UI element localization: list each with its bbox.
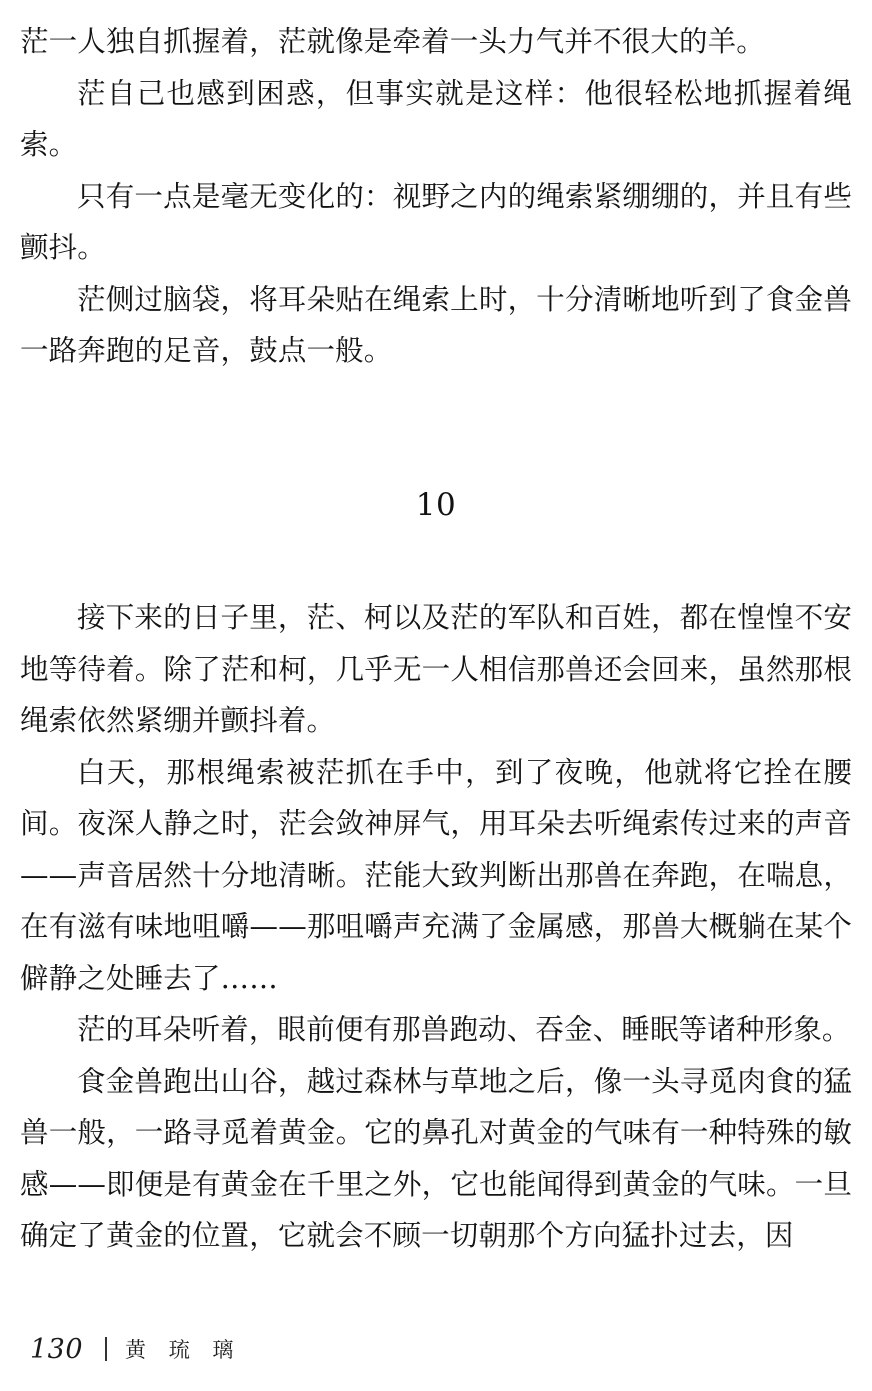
author-name: 黄 琉 璃 bbox=[125, 1338, 242, 1362]
page-number: 130 bbox=[30, 1333, 84, 1365]
body-text-before-section-break bbox=[20, 16, 852, 377]
section-number: 10 bbox=[415, 487, 457, 523]
paragraph: 茫的耳朵听着，眼前便有那兽跑动、吞金、睡眠等诸种形象。 bbox=[77, 1013, 851, 1046]
section-break bbox=[0, 487, 872, 523]
paragraph: 茫一人独自抓握着，茫就像是牵着一头力气并不很大的羊。 bbox=[20, 25, 765, 58]
paragraph: 接下来的日子里，茫、柯以及茫的军队和百姓，都在惶惶不安地等待着。除了茫和柯，几乎无一人相信那兽还会回来，虽然那根绳索依然紧绷并颤抖着。 bbox=[20, 601, 852, 737]
page-footer bbox=[30, 1329, 241, 1369]
paragraph: 茫自己也感到困惑，但事实就是这样：他很轻松地抓握着绳索。 bbox=[20, 76, 852, 161]
paragraph: 白天，那根绳索被茫抓在手中，到了夜晚，他就将它拴在腰间。夜深人静之时，茫会敛神屏气，用耳朵去听绳索传过来的声音——声音居然十分地清晰。茫能大致判断出那兽在奔跑，在喘息，在有滋有味地咀嚼——那咀嚼声充满了金属感，那兽大概躺在某个僻静之处睡去了…… bbox=[20, 755, 852, 995]
paragraph: 茫侧过脑袋，将耳朵贴在绳索上时，十分清晰地听到了食金兽一路奔跑的足音，鼓点一般。 bbox=[20, 282, 852, 367]
body-text-after-section-break bbox=[20, 592, 852, 1262]
footer-divider bbox=[105, 1337, 107, 1361]
paragraph: 只有一点是毫无变化的：视野之内的绳索紧绷绷的，并且有些颤抖。 bbox=[20, 179, 852, 264]
paragraph: 食金兽跑出山谷，越过森林与草地之后，像一头寻觅肉食的猛兽一般，一路寻觅着黄金。它的鼻孔对黄金的气味有一种特殊的敏感——即便是有黄金在千里之外，它也能闻得到黄金的气味。一旦确定了黄金的位置，它就会不顾一切朝那个方向猛扑过去，因 bbox=[20, 1064, 852, 1252]
